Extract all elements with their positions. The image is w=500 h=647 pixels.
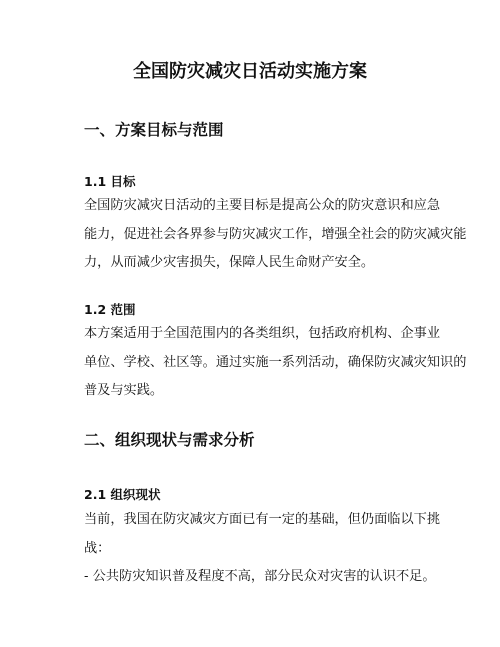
paragraph-scope xyxy=(84,320,467,406)
paragraph-line: 普及与实践。 xyxy=(84,383,164,398)
section-heading-1: 一、方案目标与范围 xyxy=(84,121,224,139)
paragraph-line: 当前，我国在防灾减灾方面已有一定的基础，但仍面临以下挑 xyxy=(84,512,441,527)
paragraph-line: 能力，促进社会各界参与防灾减灾工作，增强全社会的防灾减灾能 xyxy=(84,226,467,242)
paragraph-goal xyxy=(84,192,467,278)
paragraph-line: 本方案适用于全国范围内的各类组织，包括政府机构、企事业 xyxy=(84,326,441,341)
subsection-heading-2-1: 2.1 组织现状 xyxy=(84,487,161,502)
document-title: 全国防灾减灾日活动实施方案 xyxy=(133,61,367,82)
subsection-heading-1-1: 1.1 目标 xyxy=(84,174,136,189)
paragraph-line: 力，从而减少灾害损失，保障人民生命财产安全。 xyxy=(84,255,375,270)
paragraph-line: 全国防灾减灾日活动的主要目标是提高公众的防灾意识和应急 xyxy=(84,198,441,213)
bullet-item: - 公共防灾知识普及程度不高，部分民众对灾害的认识不足。 xyxy=(84,569,436,584)
subsection-heading-1-2: 1.2 范围 xyxy=(84,302,136,317)
paragraph-status xyxy=(84,506,441,592)
section-heading-2: 二、组织现状与需求分析 xyxy=(84,431,255,449)
paragraph-line: 战： xyxy=(84,540,111,556)
paragraph-line: 单位、学校、社区等。通过实施一系列活动，确保防灾减灾知识的 xyxy=(84,354,467,370)
